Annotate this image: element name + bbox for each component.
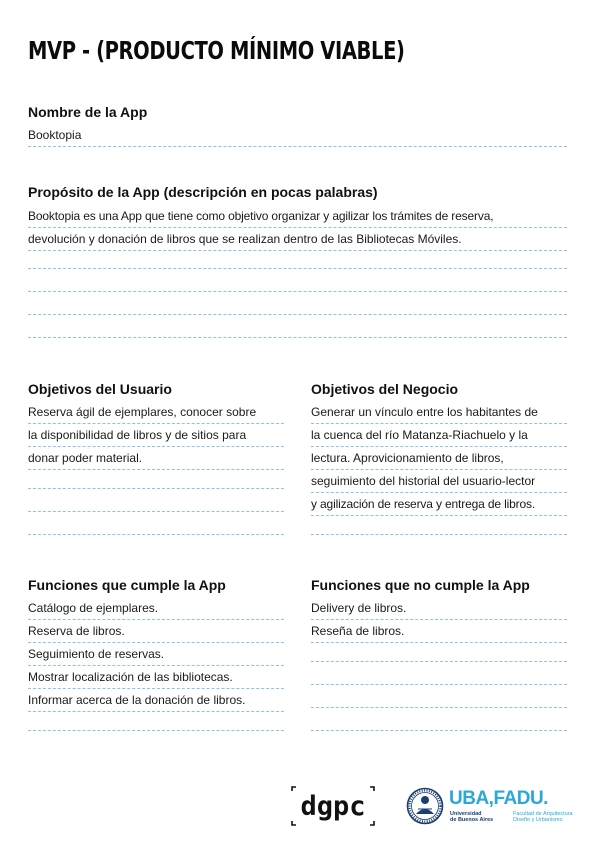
- fadu-subtitle-line-1: Facultad de Arquitectura: [513, 811, 573, 817]
- functions-no-heading: Funciones que no cumple la App: [311, 577, 530, 593]
- dgpc-logo-text: dgpc: [300, 791, 366, 822]
- fadu-subtitle-line-2: Diseño y Urbanismo: [513, 817, 563, 823]
- user-objectives-line-4[interactable]: [28, 466, 284, 489]
- functions-yes-line-5[interactable]: Informar acerca de la donación de libros.: [28, 689, 284, 712]
- functions-no-line-6[interactable]: [311, 708, 567, 731]
- purpose-line-4[interactable]: [28, 269, 567, 292]
- uba-fadu-logo: [406, 786, 576, 826]
- uba-subtitle: [450, 811, 493, 823]
- user-objectives-heading: Objetivos del Usuario: [28, 381, 172, 397]
- purpose-line-5[interactable]: [28, 292, 567, 315]
- uba-fadu-wordmark: UBA,FADU.: [449, 788, 548, 809]
- purpose-line-2[interactable]: devolución y donación de libros que se realizan dentro de las Bibliotecas Móviles.: [28, 228, 567, 251]
- fadu-subtitle: [513, 811, 573, 823]
- functions-yes-line-4[interactable]: Mostrar localización de las bibliotecas.: [28, 666, 284, 689]
- functions-no-line-1[interactable]: Delivery de libros.: [311, 597, 567, 620]
- functions-no-line-4[interactable]: [311, 662, 567, 685]
- functions-yes-line-1[interactable]: Catálogo de ejemplares.: [28, 597, 284, 620]
- functions-yes-line-2[interactable]: Reserva de libros.: [28, 620, 284, 643]
- purpose-line-1[interactable]: Booktopia es una App que tiene como objetivo organizar y agilizar los trámites de reserva,: [28, 205, 567, 228]
- business-objectives-line-3[interactable]: lectura. Aprovicionamiento de libros,: [311, 447, 567, 470]
- purpose-line-6[interactable]: [28, 315, 567, 338]
- functions-no-line-5[interactable]: [311, 685, 567, 708]
- uba-subtitle-line-1: Universidad: [450, 811, 482, 817]
- business-objectives-heading: Objetivos del Negocio: [311, 381, 459, 397]
- app-name-heading: Nombre de la App: [28, 104, 148, 120]
- business-objectives-line-2[interactable]: la cuenca del río Matanza-Riachuelo y la: [311, 424, 567, 447]
- page-title: MVP - (PRODUCTO MÍNIMO VIABLE): [28, 36, 405, 65]
- purpose-heading: Propósito de la App (descripción en pocas palabras): [28, 184, 378, 200]
- user-objectives-line-5[interactable]: [28, 489, 284, 512]
- app-name-field[interactable]: Booktopia: [28, 124, 567, 147]
- uba-subtitle-line-2: de Buenos Aires: [450, 817, 494, 823]
- functions-yes-line-6[interactable]: [28, 708, 284, 731]
- user-objectives-line-2[interactable]: la disponibilidad de libros y de sitios para: [28, 424, 284, 447]
- user-objectives-line-1[interactable]: Reserva ágil de ejemplares, conocer sobre: [28, 401, 284, 424]
- business-objectives-line-1[interactable]: Generar un vínculo entre los habitantes de: [311, 401, 567, 424]
- user-objectives-line-3[interactable]: donar poder material.: [28, 447, 284, 470]
- dgpc-logo: [290, 785, 376, 827]
- purpose-line-3[interactable]: [28, 246, 567, 269]
- functions-no-line-3[interactable]: [311, 639, 567, 662]
- business-objectives-line-6[interactable]: [311, 512, 567, 535]
- business-objectives-line-4[interactable]: seguimiento del historial del usuario-lector: [311, 470, 567, 493]
- business-objectives-line-5[interactable]: y agilización de reserva y entrega de libros.: [311, 493, 567, 516]
- dgpc-logo-mark: [290, 785, 376, 827]
- functions-yes-line-3[interactable]: Seguimiento de reservas.: [28, 643, 284, 666]
- functions-no-line-2[interactable]: Reseña de libros.: [311, 620, 567, 643]
- user-objectives-line-6[interactable]: [28, 512, 284, 535]
- uba-seal-icon: [406, 787, 444, 825]
- functions-yes-heading: Funciones que cumple la App: [28, 577, 226, 593]
